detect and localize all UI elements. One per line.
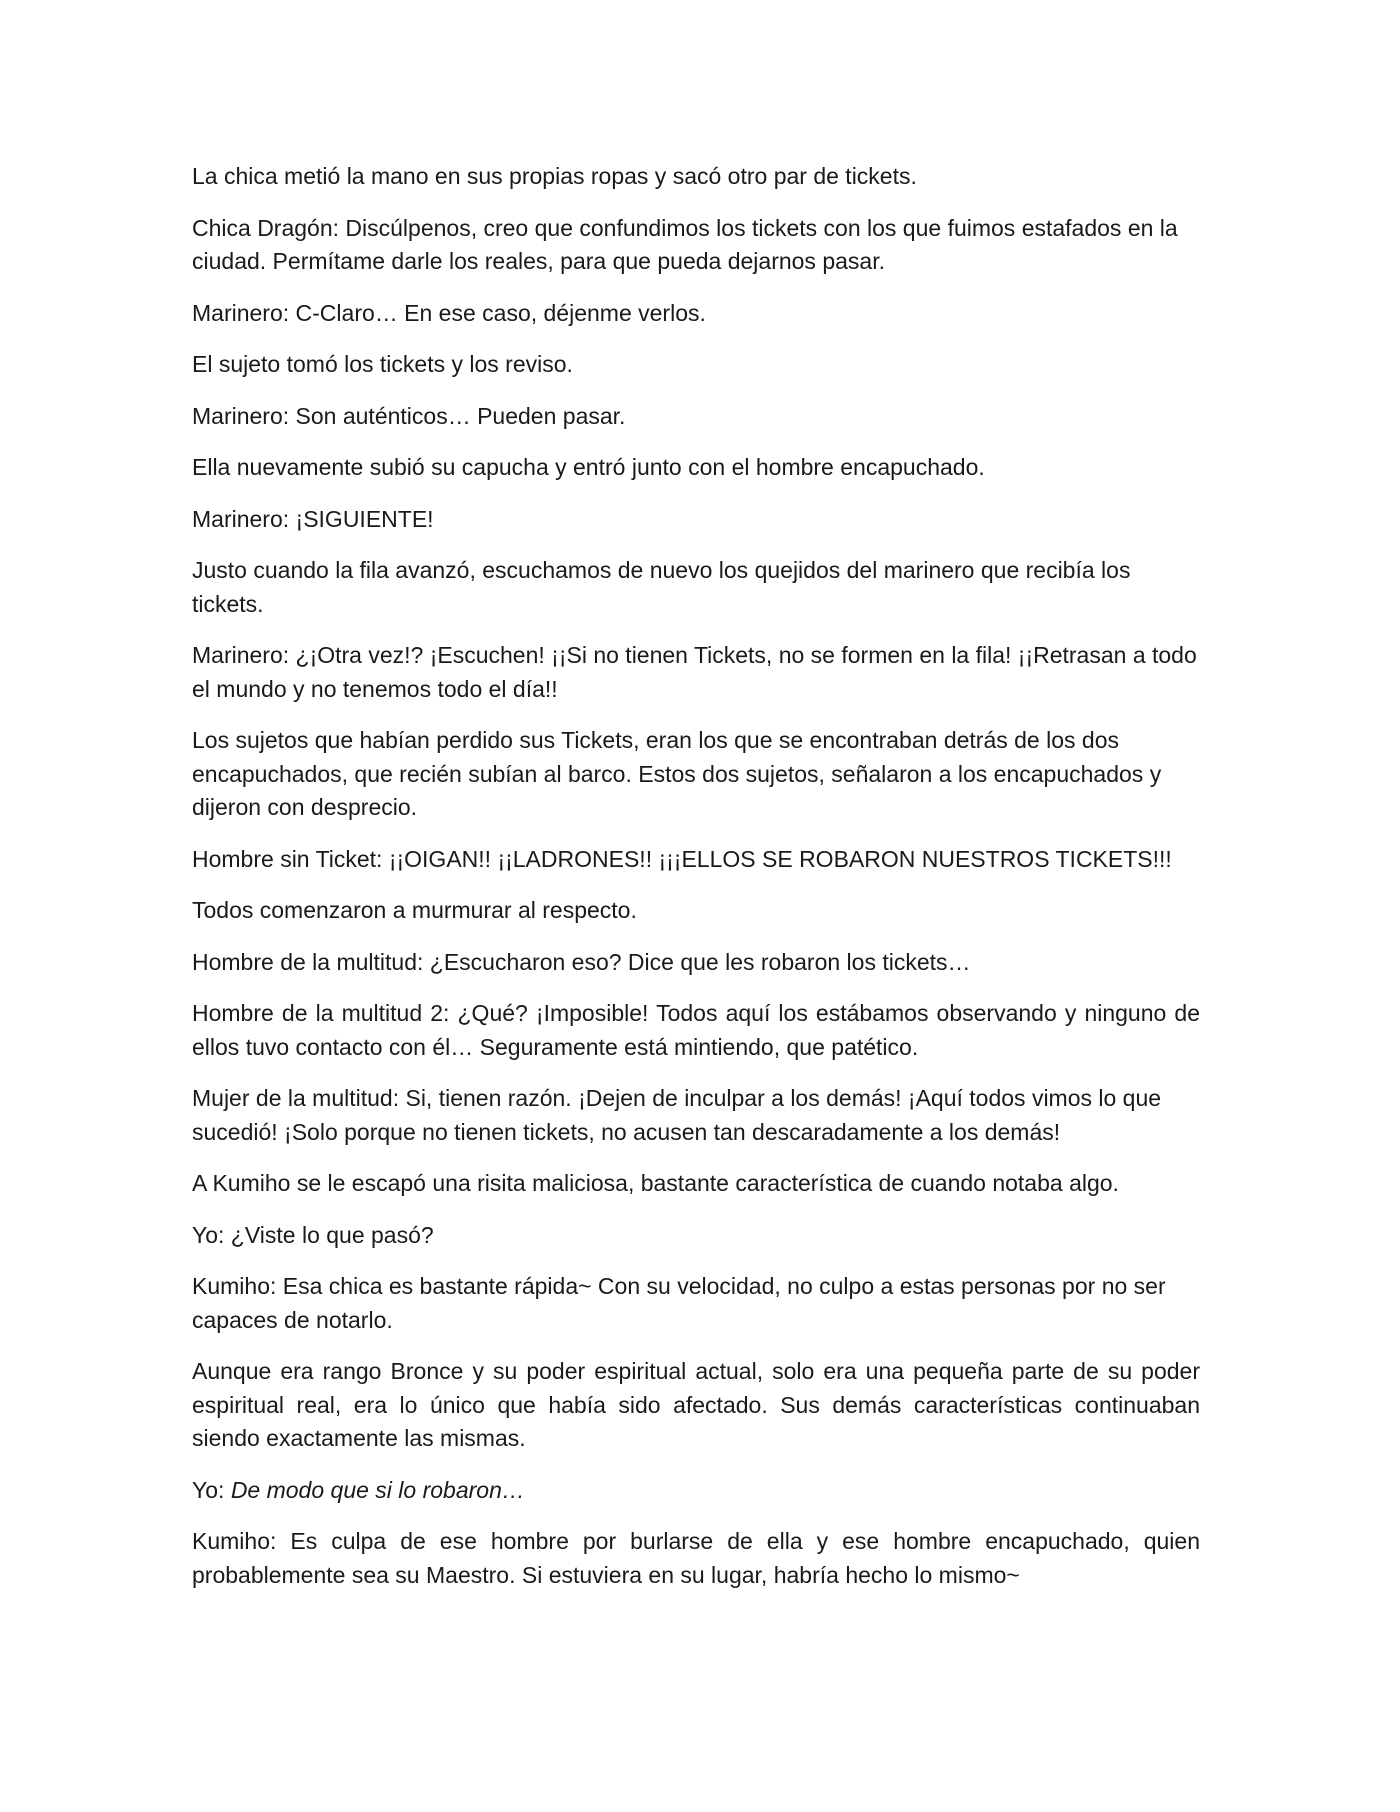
paragraph-text: Ella nuevamente subió su capucha y entró junto con el hombre encapuchado. (192, 454, 985, 480)
paragraph-text: Aunque era rango Bronce y su poder espiritual actual, solo era una pequeña parte de su poder espiritual real, era lo único que había sido afectado. Sus demás características continuaban siendo exactamente las mismas. (192, 1358, 1200, 1451)
paragraph (192, 724, 1200, 825)
paragraph (192, 1525, 1200, 1592)
paragraph-text: Hombre sin Ticket: ¡¡OIGAN!! ¡¡LADRONES!! ¡¡¡ELLOS SE ROBARON NUESTROS TICKETS!!! (192, 845, 1172, 872)
paragraph-text: Yo: (192, 1476, 231, 1503)
paragraph-text: Todos comenzaron a murmurar al respecto. (192, 897, 637, 923)
paragraph (192, 160, 1200, 194)
paragraph-text: Chica Dragón: Discúlpenos, creo que confundimos los tickets con los que fuimos estafados en la ciudad. Permítame darle los reales, para que pueda dejarnos pasar. (192, 214, 1178, 274)
paragraph-text: Los sujetos que habían perdido sus Tickets, eran los que se encontraban detrás de los dos encapuchados, que recién subían al barco. Estos dos sujetos, señalaron a los encapuchados y dijeron con desprecio. (192, 727, 1162, 820)
paragraph-italic-text: De modo que si lo robaron… (230, 1476, 525, 1503)
paragraph (192, 297, 1200, 331)
paragraph (192, 503, 1200, 537)
paragraph-text: Mujer de la multitud: Si, tienen razón. ¡Dejen de inculpar a los demás! ¡Aquí todos vimos lo que sucedió! ¡Solo porque no tienen tickets, no acusen tan descaradamente a los demás! (192, 1085, 1162, 1145)
paragraph (192, 1474, 1200, 1508)
paragraph (192, 400, 1200, 434)
paragraph (192, 1355, 1200, 1456)
paragraph (192, 946, 1200, 980)
paragraph (192, 1219, 1200, 1253)
paragraph-text: El sujeto tomó los tickets y los reviso. (192, 351, 573, 377)
paragraph-text: Justo cuando la fila avanzó, escuchamos de nuevo los quejidos del marinero que recibía los tickets. (192, 557, 1131, 617)
paragraph (192, 451, 1200, 485)
paragraph (192, 894, 1200, 928)
paragraph (192, 212, 1200, 279)
paragraph-text: Marinero: ¡SIGUIENTE! (192, 505, 434, 532)
paragraph-text: Hombre de la multitud: ¿Escucharon eso? Dice que les robaron los tickets… (192, 948, 971, 975)
paragraph (192, 843, 1200, 877)
paragraph (192, 1167, 1200, 1201)
paragraph (192, 997, 1200, 1064)
paragraph-text: Yo: ¿Viste lo que pasó? (192, 1221, 434, 1248)
document-page (192, 160, 1200, 1610)
paragraph (192, 554, 1200, 621)
paragraph-text: La chica metió la mano en sus propias ropas y sacó otro par de tickets. (192, 163, 917, 189)
paragraph-text: Hombre de la multitud 2: ¿Qué? ¡Imposible! Todos aquí los estábamos observando y ninguno de ellos tuvo contacto con él… Seguramente está mintiendo, que patético. (192, 1000, 1200, 1060)
paragraph-text: Marinero: Son auténticos… Pueden pasar. (192, 402, 626, 429)
paragraph (192, 1270, 1200, 1337)
paragraph-text: Marinero: ¿¡Otra vez!? ¡Escuchen! ¡¡Si no tienen Tickets, no se formen en la fila! ¡¡Retrasan a todo el mundo y no tenemos todo el día!! (192, 642, 1197, 702)
paragraph-text: Kumiho: Esa chica es bastante rápida~ Con su velocidad, no culpo a estas personas por no ser capaces de notarlo. (192, 1273, 1166, 1333)
paragraph-text: A Kumiho se le escapó una risita maliciosa, bastante característica de cuando notaba algo. (192, 1170, 1119, 1196)
paragraph (192, 1082, 1200, 1149)
paragraph (192, 348, 1200, 382)
paragraph (192, 639, 1200, 706)
paragraph-text: Kumiho: Es culpa de ese hombre por burlarse de ella y ese hombre encapuchado, quien probablemente sea su Maestro. Si estuviera en su lugar, habría hecho lo mismo~ (192, 1528, 1200, 1588)
paragraph-text: Marinero: C-Claro… En ese caso, déjenme verlos. (192, 299, 706, 326)
